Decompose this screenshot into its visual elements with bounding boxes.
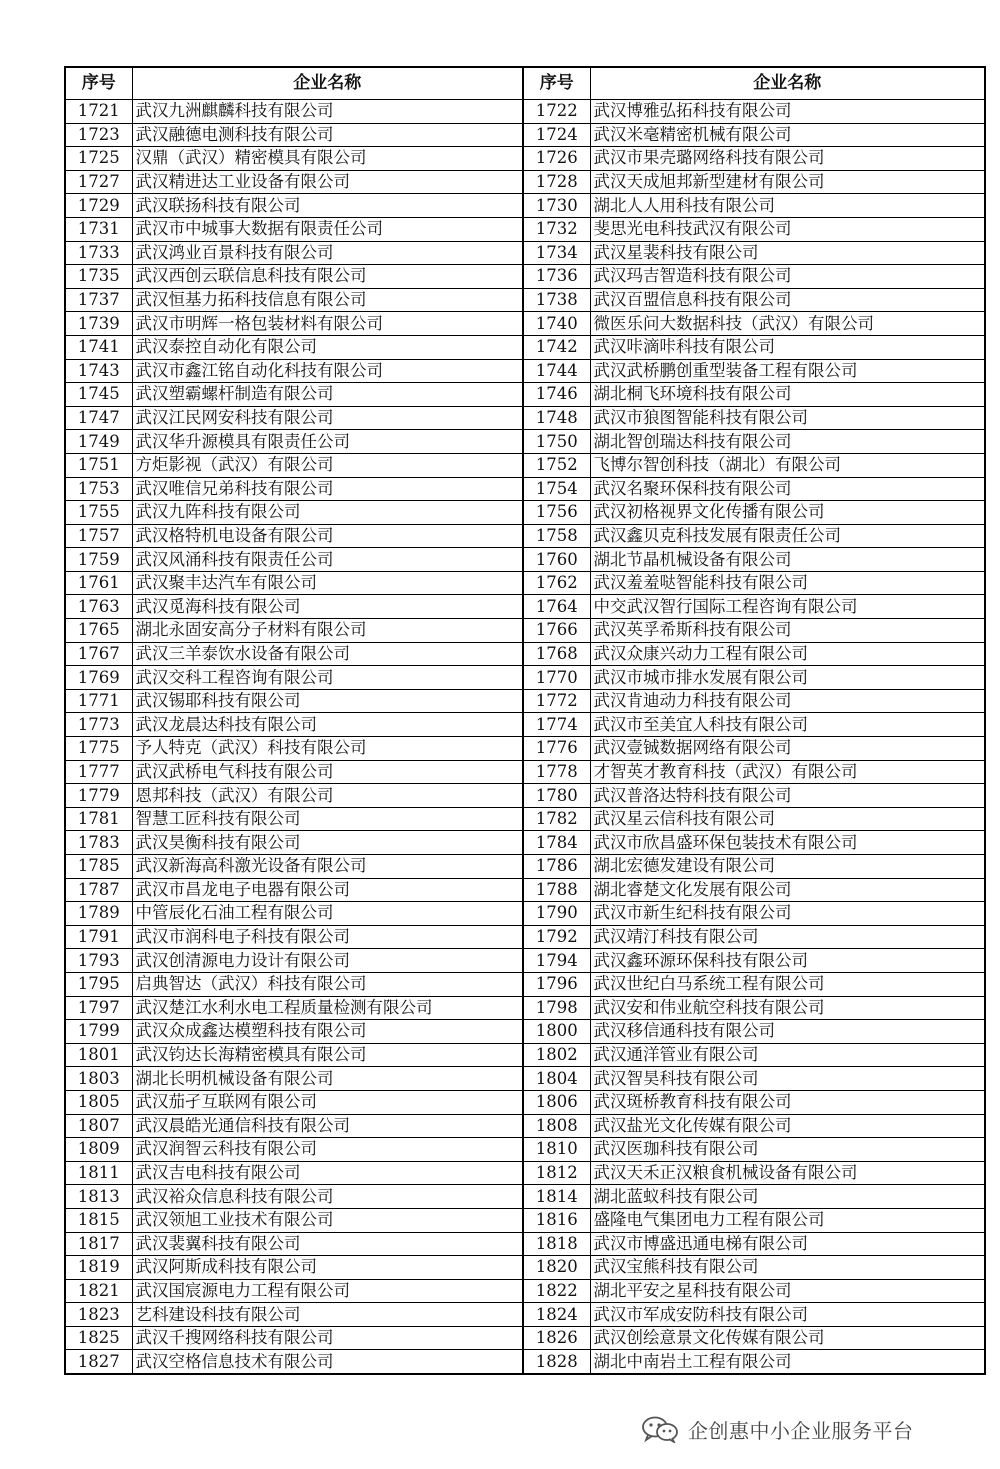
company-name-left: 武汉锡耶科技有限公司	[132, 689, 523, 713]
serial-number-left: 1759	[65, 548, 132, 572]
serial-number-right: 1750	[523, 430, 590, 454]
company-name-left: 武汉风涌科技有限责任公司	[132, 548, 523, 572]
serial-number-right: 1764	[523, 595, 590, 619]
company-name-left: 武汉联扬科技有限公司	[132, 194, 523, 218]
company-name-left: 武汉西创云联信息科技有限公司	[132, 265, 523, 289]
company-name-right: 武汉玛吉智造科技有限公司	[590, 265, 985, 289]
serial-number-right: 1816	[523, 1208, 590, 1232]
serial-number-right: 1756	[523, 501, 590, 525]
company-name-right: 武汉众康兴动力工程有限公司	[590, 642, 985, 666]
serial-number-right: 1760	[523, 548, 590, 572]
company-name-right: 武汉咔滴咔科技有限公司	[590, 335, 985, 359]
table-row	[65, 1138, 985, 1162]
company-name-right: 武汉米毫精密机械有限公司	[590, 123, 985, 147]
header-serial-left: 序号	[65, 67, 132, 100]
company-name-right: 武汉市果壳璐网络科技有限公司	[590, 147, 985, 171]
serial-number-right: 1792	[523, 925, 590, 949]
serial-number-left: 1777	[65, 760, 132, 784]
serial-number-left: 1795	[65, 972, 132, 996]
company-name-right: 湖北中南岩土工程有限公司	[590, 1350, 985, 1374]
serial-number-right: 1800	[523, 1020, 590, 1044]
serial-number-left: 1723	[65, 123, 132, 147]
table-row	[65, 737, 985, 761]
serial-number-left: 1791	[65, 925, 132, 949]
serial-number-right: 1776	[523, 737, 590, 761]
company-name-right: 微医乐问大数据科技（武汉）有限公司	[590, 312, 985, 336]
serial-number-right: 1722	[523, 100, 590, 124]
company-name-left: 武汉楚江水利水电工程质量检测有限公司	[132, 996, 523, 1020]
company-name-right: 武汉世纪白马系统工程有限公司	[590, 972, 985, 996]
company-name-right: 武汉创绘意景文化传媒有限公司	[590, 1326, 985, 1350]
table-row	[65, 902, 985, 926]
serial-number-right: 1796	[523, 972, 590, 996]
company-name-left: 武汉创清源电力设计有限公司	[132, 949, 523, 973]
company-name-right: 武汉靖汀科技有限公司	[590, 925, 985, 949]
serial-number-left: 1729	[65, 194, 132, 218]
table-row	[65, 642, 985, 666]
company-name-left: 汉鼎（武汉）精密模具有限公司	[132, 147, 523, 171]
company-name-right: 武汉武桥鹏创重型装备工程有限公司	[590, 359, 985, 383]
company-name-left: 武汉武桥电气科技有限公司	[132, 760, 523, 784]
serial-number-left: 1797	[65, 996, 132, 1020]
serial-number-left: 1809	[65, 1138, 132, 1162]
serial-number-left: 1727	[65, 170, 132, 194]
serial-number-right: 1738	[523, 288, 590, 312]
serial-number-left: 1801	[65, 1043, 132, 1067]
company-name-right: 武汉英孚希斯科技有限公司	[590, 619, 985, 643]
table-row	[65, 147, 985, 171]
serial-number-right: 1780	[523, 784, 590, 808]
serial-number-left: 1761	[65, 571, 132, 595]
serial-number-right: 1742	[523, 335, 590, 359]
serial-number-left: 1731	[65, 217, 132, 241]
serial-number-right: 1752	[523, 453, 590, 477]
table-row	[65, 477, 985, 501]
company-name-left: 武汉润智云科技有限公司	[132, 1138, 523, 1162]
company-name-left: 恩邦科技（武汉）有限公司	[132, 784, 523, 808]
table-row	[65, 217, 985, 241]
company-name-left: 武汉国宸源电力工程有限公司	[132, 1279, 523, 1303]
serial-number-left: 1757	[65, 524, 132, 548]
table-row	[65, 1185, 985, 1209]
company-name-left: 武汉交科工程咨询有限公司	[132, 666, 523, 690]
serial-number-right: 1774	[523, 713, 590, 737]
company-name-left: 武汉空格信息技术有限公司	[132, 1350, 523, 1374]
serial-number-left: 1775	[65, 737, 132, 761]
company-name-right: 武汉市新生纪科技有限公司	[590, 902, 985, 926]
company-name-right: 湖北睿楚文化发展有限公司	[590, 878, 985, 902]
company-name-left: 武汉昊衡科技有限公司	[132, 831, 523, 855]
serial-number-right: 1732	[523, 217, 590, 241]
company-name-left: 湖北长明机械设备有限公司	[132, 1067, 523, 1091]
table-row	[65, 571, 985, 595]
serial-number-left: 1751	[65, 453, 132, 477]
table-row	[65, 784, 985, 808]
company-name-left: 武汉泰控自动化有限公司	[132, 335, 523, 359]
company-name-left: 湖北永固安高分子材料有限公司	[132, 619, 523, 643]
serial-number-left: 1781	[65, 807, 132, 831]
serial-number-left: 1771	[65, 689, 132, 713]
company-name-left: 武汉钧达长海精密模具有限公司	[132, 1043, 523, 1067]
company-name-right: 武汉天禾正汉粮食机械设备有限公司	[590, 1161, 985, 1185]
company-name-right: 飞博尔智创科技（湖北）有限公司	[590, 453, 985, 477]
company-name-left: 武汉新海高科激光设备有限公司	[132, 855, 523, 879]
serial-number-right: 1822	[523, 1279, 590, 1303]
company-name-right: 武汉星云信科技有限公司	[590, 807, 985, 831]
serial-number-right: 1768	[523, 642, 590, 666]
watermark-text: 企创惠中小企业服务平台	[688, 1418, 914, 1443]
company-name-left: 武汉阿斯成科技有限公司	[132, 1256, 523, 1280]
serial-number-left: 1733	[65, 241, 132, 265]
serial-number-left: 1793	[65, 949, 132, 973]
company-name-right: 武汉名聚环保科技有限公司	[590, 477, 985, 501]
company-name-right: 才智英才教育科技（武汉）有限公司	[590, 760, 985, 784]
serial-number-right: 1810	[523, 1138, 590, 1162]
serial-number-right: 1786	[523, 855, 590, 879]
serial-number-left: 1737	[65, 288, 132, 312]
serial-number-right: 1736	[523, 265, 590, 289]
company-name-right: 湖北宏德发建设有限公司	[590, 855, 985, 879]
company-name-left: 武汉龙晨达科技有限公司	[132, 713, 523, 737]
company-name-left: 武汉恒基力拓科技信息有限公司	[132, 288, 523, 312]
company-name-right: 武汉肯迪动力科技有限公司	[590, 689, 985, 713]
serial-number-right: 1758	[523, 524, 590, 548]
table-row	[65, 1208, 985, 1232]
serial-number-left: 1787	[65, 878, 132, 902]
serial-number-right: 1772	[523, 689, 590, 713]
serial-number-left: 1789	[65, 902, 132, 926]
serial-number-left: 1745	[65, 383, 132, 407]
company-name-right: 武汉市欣昌盛环保包装技术有限公司	[590, 831, 985, 855]
table-row	[65, 241, 985, 265]
serial-number-left: 1767	[65, 642, 132, 666]
serial-number-right: 1778	[523, 760, 590, 784]
serial-number-right: 1802	[523, 1043, 590, 1067]
serial-number-left: 1739	[65, 312, 132, 336]
company-name-right: 武汉壹铖数据网络有限公司	[590, 737, 985, 761]
company-name-right: 武汉市军成安防科技有限公司	[590, 1303, 985, 1327]
serial-number-left: 1769	[65, 666, 132, 690]
table-row	[65, 831, 985, 855]
serial-number-left: 1819	[65, 1256, 132, 1280]
company-list-table	[64, 66, 986, 1375]
serial-number-left: 1807	[65, 1114, 132, 1138]
company-name-right: 武汉普洛达特科技有限公司	[590, 784, 985, 808]
table-row	[65, 312, 985, 336]
company-name-left: 武汉江民网安科技有限公司	[132, 406, 523, 430]
company-name-right: 武汉安和伟业航空科技有限公司	[590, 996, 985, 1020]
table-row	[65, 100, 985, 124]
serial-number-right: 1790	[523, 902, 590, 926]
serial-number-right: 1828	[523, 1350, 590, 1374]
table-row	[65, 288, 985, 312]
table-row	[65, 949, 985, 973]
table-row	[65, 123, 985, 147]
serial-number-left: 1779	[65, 784, 132, 808]
serial-number-right: 1794	[523, 949, 590, 973]
company-name-left: 武汉唯信兄弟科技有限公司	[132, 477, 523, 501]
table-row	[65, 1303, 985, 1327]
serial-number-right: 1762	[523, 571, 590, 595]
serial-number-left: 1743	[65, 359, 132, 383]
table-row	[65, 807, 985, 831]
company-name-right: 湖北桐飞环境科技有限公司	[590, 383, 985, 407]
company-name-right: 武汉市城市排水发展有限公司	[590, 666, 985, 690]
table-row	[65, 666, 985, 690]
serial-number-left: 1825	[65, 1326, 132, 1350]
table-row	[65, 689, 985, 713]
table-row	[65, 524, 985, 548]
company-name-left: 中管辰化石油工程有限公司	[132, 902, 523, 926]
company-name-left: 武汉融德电测科技有限公司	[132, 123, 523, 147]
serial-number-left: 1821	[65, 1279, 132, 1303]
watermark	[640, 1414, 914, 1444]
company-name-left: 武汉华升源模具有限责任公司	[132, 430, 523, 454]
serial-number-left: 1725	[65, 147, 132, 171]
table-row	[65, 265, 985, 289]
table-row	[65, 453, 985, 477]
company-name-right: 武汉宝熊科技有限公司	[590, 1256, 985, 1280]
serial-number-right: 1824	[523, 1303, 590, 1327]
company-name-left: 武汉塑霸螺杆制造有限公司	[132, 383, 523, 407]
company-name-right: 武汉盐光文化传媒有限公司	[590, 1114, 985, 1138]
company-name-left: 方炬影视（武汉）有限公司	[132, 453, 523, 477]
table-row	[65, 1279, 985, 1303]
company-name-left: 武汉市中城事大数据有限责任公司	[132, 217, 523, 241]
serial-number-right: 1726	[523, 147, 590, 171]
table-row	[65, 335, 985, 359]
table-row	[65, 996, 985, 1020]
table-row	[65, 1326, 985, 1350]
company-name-right: 武汉医珈科技有限公司	[590, 1138, 985, 1162]
serial-number-right: 1798	[523, 996, 590, 1020]
table-row	[65, 1232, 985, 1256]
serial-number-right: 1806	[523, 1090, 590, 1114]
company-name-left: 武汉三羊泰饮水设备有限公司	[132, 642, 523, 666]
company-name-left: 武汉吉电科技有限公司	[132, 1161, 523, 1185]
company-name-right: 武汉市至美宜人科技有限公司	[590, 713, 985, 737]
table-row	[65, 1043, 985, 1067]
serial-number-left: 1805	[65, 1090, 132, 1114]
company-name-right: 中交武汉智行国际工程咨询有限公司	[590, 595, 985, 619]
company-name-left: 予人特克（武汉）科技有限公司	[132, 737, 523, 761]
serial-number-left: 1813	[65, 1185, 132, 1209]
serial-number-right: 1804	[523, 1067, 590, 1091]
serial-number-left: 1735	[65, 265, 132, 289]
company-name-left: 武汉领旭工业技术有限公司	[132, 1208, 523, 1232]
serial-number-right: 1730	[523, 194, 590, 218]
serial-number-right: 1812	[523, 1161, 590, 1185]
company-name-left: 武汉裕众信息科技有限公司	[132, 1185, 523, 1209]
company-name-left: 武汉市润科电子科技有限公司	[132, 925, 523, 949]
serial-number-right: 1728	[523, 170, 590, 194]
company-name-left: 武汉市明辉一格包装材料有限公司	[132, 312, 523, 336]
company-name-right: 武汉天成旭邦新型建材有限公司	[590, 170, 985, 194]
serial-number-left: 1773	[65, 713, 132, 737]
serial-number-left: 1815	[65, 1208, 132, 1232]
serial-number-right: 1744	[523, 359, 590, 383]
serial-number-left: 1823	[65, 1303, 132, 1327]
company-name-right: 武汉斑桥教育科技有限公司	[590, 1090, 985, 1114]
serial-number-right: 1748	[523, 406, 590, 430]
company-name-right: 武汉博雅弘拓科技有限公司	[590, 100, 985, 124]
table-row	[65, 1350, 985, 1374]
serial-number-left: 1811	[65, 1161, 132, 1185]
company-name-right: 武汉智昊科技有限公司	[590, 1067, 985, 1091]
serial-number-left: 1721	[65, 100, 132, 124]
table-row	[65, 548, 985, 572]
company-name-left: 武汉九阵科技有限公司	[132, 501, 523, 525]
table-row	[65, 359, 985, 383]
serial-number-right: 1770	[523, 666, 590, 690]
company-name-left: 艺科建设科技有限公司	[132, 1303, 523, 1327]
company-name-left: 武汉千搜网络科技有限公司	[132, 1326, 523, 1350]
serial-number-right: 1820	[523, 1256, 590, 1280]
serial-number-left: 1763	[65, 595, 132, 619]
company-name-left: 武汉茄孑互联网有限公司	[132, 1090, 523, 1114]
table-row	[65, 1161, 985, 1185]
company-name-left: 武汉众成鑫达模塑科技有限公司	[132, 1020, 523, 1044]
serial-number-right: 1814	[523, 1185, 590, 1209]
serial-number-right: 1724	[523, 123, 590, 147]
company-name-right: 湖北节晶机械设备有限公司	[590, 548, 985, 572]
company-name-left: 武汉鸿业百景科技有限公司	[132, 241, 523, 265]
company-name-left: 武汉精进达工业设备有限公司	[132, 170, 523, 194]
table-row	[65, 170, 985, 194]
serial-number-left: 1827	[65, 1350, 132, 1374]
company-name-right: 武汉通洋管业有限公司	[590, 1043, 985, 1067]
serial-number-left: 1817	[65, 1232, 132, 1256]
company-name-right: 武汉移信通科技有限公司	[590, 1020, 985, 1044]
company-name-right: 盛隆电气集团电力工程有限公司	[590, 1208, 985, 1232]
company-name-right: 武汉百盟信息科技有限公司	[590, 288, 985, 312]
serial-number-right: 1734	[523, 241, 590, 265]
header-company-right: 企业名称	[590, 67, 985, 100]
table-row	[65, 855, 985, 879]
serial-number-left: 1747	[65, 406, 132, 430]
company-name-right: 斐思光电科技武汉有限公司	[590, 217, 985, 241]
serial-number-right: 1788	[523, 878, 590, 902]
serial-number-right: 1782	[523, 807, 590, 831]
company-name-left: 武汉九洲麒麟科技有限公司	[132, 100, 523, 124]
company-name-left: 武汉市鑫江铭自动化科技有限公司	[132, 359, 523, 383]
company-name-right: 湖北智创瑞达科技有限公司	[590, 430, 985, 454]
serial-number-right: 1754	[523, 477, 590, 501]
table-row	[65, 501, 985, 525]
table-row	[65, 1114, 985, 1138]
table-row	[65, 1067, 985, 1091]
company-name-left: 武汉格特机电设备有限公司	[132, 524, 523, 548]
table-row	[65, 760, 985, 784]
company-name-left: 武汉觅海科技有限公司	[132, 595, 523, 619]
serial-number-left: 1803	[65, 1067, 132, 1091]
header-row	[65, 67, 985, 100]
serial-number-left: 1755	[65, 501, 132, 525]
serial-number-right: 1826	[523, 1326, 590, 1350]
serial-number-right: 1808	[523, 1114, 590, 1138]
table-row	[65, 595, 985, 619]
company-name-left: 智慧工匠科技有限公司	[132, 807, 523, 831]
serial-number-right: 1784	[523, 831, 590, 855]
header-company-left: 企业名称	[132, 67, 523, 100]
table-row	[65, 1090, 985, 1114]
table-row	[65, 1020, 985, 1044]
company-name-right: 武汉初格视界文化传播有限公司	[590, 501, 985, 525]
table-row	[65, 972, 985, 996]
serial-number-left: 1785	[65, 855, 132, 879]
company-name-right: 湖北平安之星科技有限公司	[590, 1279, 985, 1303]
company-name-right: 武汉鑫环源环保科技有限公司	[590, 949, 985, 973]
table-row	[65, 619, 985, 643]
company-name-right: 武汉市博盛迅通电梯有限公司	[590, 1232, 985, 1256]
company-name-right: 湖北蓝蚁科技有限公司	[590, 1185, 985, 1209]
table-row	[65, 878, 985, 902]
company-name-left: 启典智达（武汉）科技有限公司	[132, 972, 523, 996]
company-name-right: 武汉羞羞哒智能科技有限公司	[590, 571, 985, 595]
table-row	[65, 713, 985, 737]
company-name-right: 武汉星裴科技有限公司	[590, 241, 985, 265]
serial-number-left: 1799	[65, 1020, 132, 1044]
table-row	[65, 430, 985, 454]
table-row	[65, 194, 985, 218]
company-name-left: 武汉聚丰达汽车有限公司	[132, 571, 523, 595]
company-name-right: 武汉市狼图智能科技有限公司	[590, 406, 985, 430]
company-name-left: 武汉裴翼科技有限公司	[132, 1232, 523, 1256]
company-name-right: 武汉鑫贝克科技发展有限责任公司	[590, 524, 985, 548]
serial-number-right: 1766	[523, 619, 590, 643]
serial-number-left: 1741	[65, 335, 132, 359]
serial-number-left: 1749	[65, 430, 132, 454]
wechat-icon	[640, 1415, 680, 1443]
serial-number-left: 1753	[65, 477, 132, 501]
serial-number-right: 1740	[523, 312, 590, 336]
table-row	[65, 925, 985, 949]
table-row	[65, 383, 985, 407]
header-serial-right: 序号	[523, 67, 590, 100]
company-name-right: 湖北人人用科技有限公司	[590, 194, 985, 218]
serial-number-right: 1818	[523, 1232, 590, 1256]
company-name-left: 武汉晨皓光通信科技有限公司	[132, 1114, 523, 1138]
serial-number-left: 1765	[65, 619, 132, 643]
table-row	[65, 1256, 985, 1280]
table-row	[65, 406, 985, 430]
serial-number-right: 1746	[523, 383, 590, 407]
company-name-left: 武汉市昌龙电子电器有限公司	[132, 878, 523, 902]
serial-number-left: 1783	[65, 831, 132, 855]
